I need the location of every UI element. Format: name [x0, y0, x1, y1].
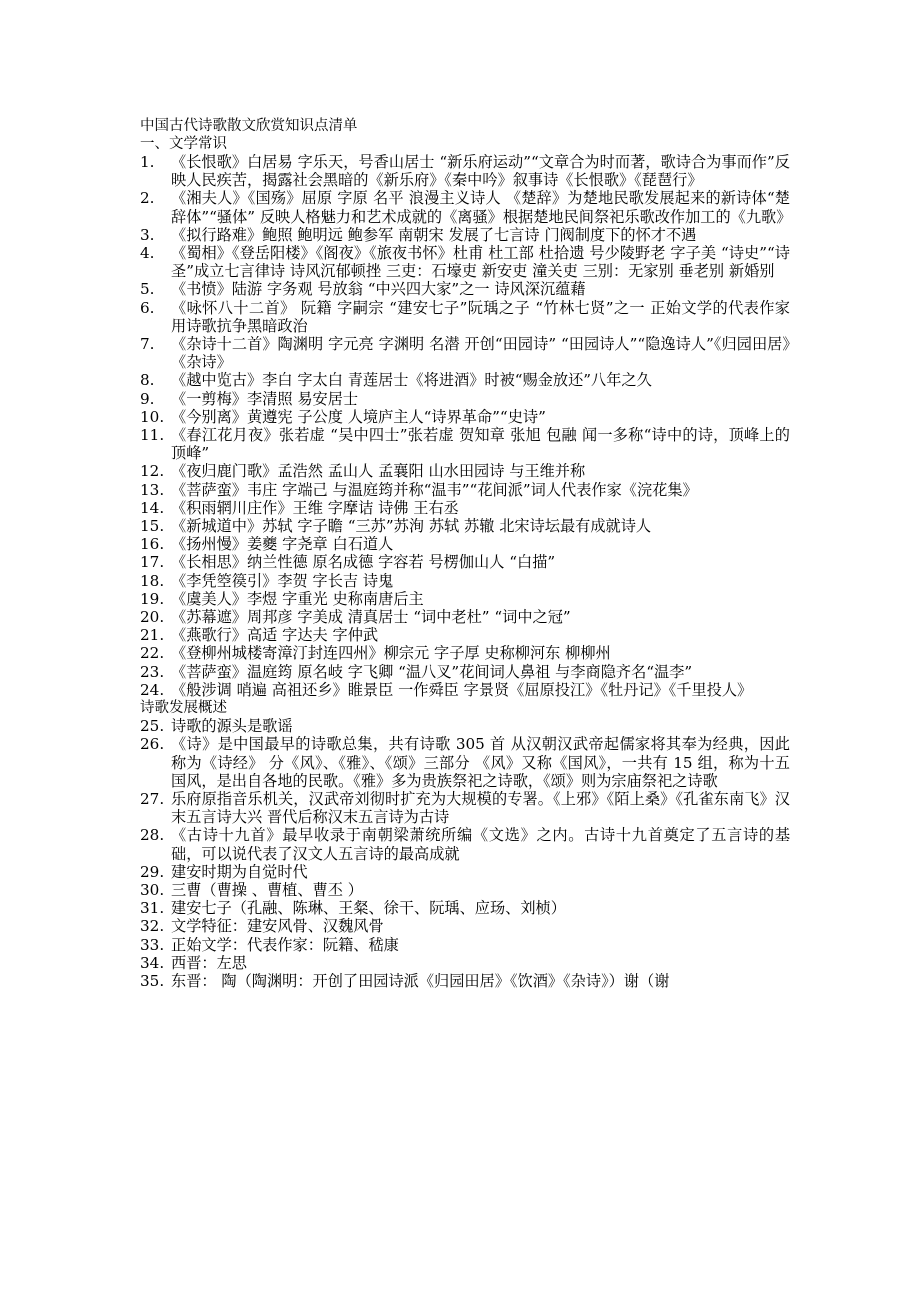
- list-item: [140, 244, 790, 280]
- section-heading-literary-knowledge: 一、文学常识: [140, 136, 227, 152]
- list-item: [140, 881, 790, 899]
- list-item-text: 《李凭箜篌引》李贺 字长吉 诗鬼: [171, 571, 394, 590]
- list-item-number: 22.: [140, 644, 165, 663]
- list-item-number: 9.: [140, 389, 155, 408]
- list-item: [140, 608, 790, 626]
- list-item: [140, 408, 790, 426]
- list-item-text: 《古诗十九首》最早收录于南朝梁萧统所编《文选》之内。古诗十九首奠定了五言诗的基础，可以说代表了汉文人五言诗的最高成就: [171, 826, 790, 863]
- list-item-text: 《今别离》黄遵宪 子公度 人境庐主人“诗界革命”“史诗”: [171, 407, 546, 426]
- list-item-text: 《苏幕遮》周邦彦 字美成 清真居士 “词中老杜” “词中之冠”: [171, 608, 571, 627]
- list-item: [140, 681, 790, 699]
- list-item: [140, 826, 790, 862]
- list-item: [140, 790, 790, 826]
- list-item-number: 20.: [140, 608, 165, 627]
- list-item-number: 3.: [140, 225, 155, 244]
- list-item-text: 《燕歌行》高适 字达夫 字仲武: [171, 626, 379, 645]
- list-item-number: 32.: [140, 917, 165, 936]
- list-item: [140, 499, 790, 517]
- list-item-text: 《越中览古》李白 字太白 青莲居士《将进酒》时被“赐金放还”八年之久: [171, 371, 652, 390]
- list-item: [140, 481, 790, 499]
- list-item-text: 建安七子（孔融、陈琳、王粲、徐干、阮瑀、应玚、刘桢）: [171, 899, 566, 918]
- list-item-text: 《长恨歌》白居易 字乐天，号香山居士 “新乐府运动”“文章合为时而著，歌诗合为事而作”反映人民疾苦，揭露社会黑暗的《新乐府》《秦中吟》叙事诗《长恨歌》《琵琶行》: [171, 153, 790, 190]
- list-item-text: 建安时期为自觉时代: [171, 862, 308, 881]
- list-item: [140, 553, 790, 571]
- list-item: [140, 954, 790, 972]
- list-item-number: 13.: [140, 480, 165, 499]
- list-item: [140, 226, 790, 244]
- list-item-text: 三曹（曹操 、曹植、曹丕 ）: [171, 880, 363, 899]
- list-item-text: 西晋：左思: [171, 953, 247, 972]
- list-item: [140, 626, 790, 644]
- list-item: [140, 535, 790, 553]
- list-item-text: 正始文学：代表作家：阮籍、嵇康: [171, 935, 399, 954]
- list-item-number: 14.: [140, 498, 165, 517]
- list-item-text: 《湘夫人》《国殇》屈原 字原 名平 浪漫主义诗人 《楚辞》为楚地民歌发展起来的新诗体“楚辞体”“骚体” 反映人格魅力和艺术成就的《离骚》根据楚地民间祭祀乐歌改作加工的《九歌》: [171, 189, 792, 226]
- list-item-text: 《书愤》陆游 字务观 号放翁 “中兴四大家”之一 诗风深沉蕴藉: [171, 280, 586, 299]
- list-item-number: 29.: [140, 862, 165, 881]
- document-title: 中国古代诗歌散文欣赏知识点清单: [140, 118, 358, 134]
- list-item-text: 《扬州慢》姜夔 字尧章 白石道人: [171, 535, 394, 554]
- list-item-text: 《菩萨蛮》韦庄 字端己 与温庭筠并称“温韦”“花间派”词人代表作家《浣花集》: [171, 480, 698, 499]
- list-item-number: 7.: [140, 335, 155, 354]
- list-item-number: 28.: [140, 826, 165, 845]
- list-item-text: 《长相思》纳兰性德 原名成德 字容若 号楞伽山人 “白描”: [171, 553, 556, 572]
- list-item-text: 《虞美人》李煜 字重光 史称南唐后主: [171, 589, 424, 608]
- list-item: [140, 517, 790, 535]
- list-item-text: 《春江花月夜》张若虚 “吴中四士”张若虚 贺知章 张旭 包融 闻一多称“诗中的诗，顶峰上的顶峰”: [171, 426, 790, 463]
- list-item-text: 《般涉调 哨遍 高祖还乡》睢景臣 一作舜臣 字景贤《屈原投江》《牡丹记》《千里投人》: [171, 680, 753, 699]
- list-item: [140, 462, 790, 480]
- list-item-number: 25.: [140, 717, 165, 736]
- section-heading-poetry-overview: 诗歌发展概述: [140, 700, 227, 717]
- list-item-number: 21.: [140, 626, 165, 645]
- list-item-number: 33.: [140, 935, 165, 954]
- list-item-number: 6.: [140, 298, 155, 317]
- list-item-text: 《新城道中》苏轼 字子瞻 “三苏”苏洵 苏轼 苏辙 北宋诗坛最有成就诗人: [171, 517, 652, 536]
- list-item: [140, 572, 790, 590]
- list-item-number: 19.: [140, 589, 165, 608]
- list-item: [140, 426, 790, 462]
- list-item: [140, 299, 790, 335]
- list-item-number: 17.: [140, 553, 165, 572]
- list-item-text: 《拟行路难》鲍照 鲍明远 鲍参军 南朝宋 发展了七言诗 门阀制度下的怀才不遇: [171, 225, 697, 244]
- list-item: [140, 590, 790, 608]
- list-item-number: 34.: [140, 953, 165, 972]
- list-item-number: 5.: [140, 280, 155, 299]
- list-item: [140, 735, 790, 790]
- list-item-text: 乐府原指音乐机关，汉武帝刘彻时扩充为大规模的专署。《上邪》《陌上桑》《孔雀东南飞》汉末五言诗大兴 晋代后称汉末五言诗为古诗: [171, 789, 790, 827]
- list-item-number: 30.: [140, 880, 165, 899]
- list-item-text: 《登柳州城楼寄漳汀封连四州》柳宗元 字子厚 史称柳河东 柳柳州: [171, 644, 611, 663]
- list-item-number: 12.: [140, 462, 165, 481]
- list-item-number: 4.: [140, 244, 155, 263]
- list-item-text: 《咏怀八十二首》 阮籍 字嗣宗 “建安七子”阮瑀之子 “竹林七贤”之一 正始文学的代表作家 用诗歌抗争黑暗政治: [171, 298, 790, 335]
- list-item: [140, 153, 790, 189]
- list-item: [140, 280, 790, 298]
- list-item-text: 《积雨辋川庄作》王维 字摩诘 诗佛 王右丞: [171, 498, 459, 517]
- list-item-number: 15.: [140, 517, 165, 536]
- literary-knowledge-list: [140, 153, 790, 699]
- list-item: [140, 371, 790, 389]
- list-item-number: 24.: [140, 680, 165, 699]
- list-item: [140, 863, 790, 881]
- list-item-text: 《夜归鹿门歌》孟浩然 孟山人 孟襄阳 山水田园诗 与王维并称: [171, 462, 586, 481]
- list-item: [140, 335, 790, 371]
- list-item-text: 《菩萨蛮》温庭筠 原名岐 字飞卿 “温八叉”花间词人鼻祖 与李商隐齐名“温李”: [171, 662, 693, 681]
- list-item: [140, 189, 790, 225]
- list-item-text: 《杂诗十二首》陶渊明 字元亮 字渊明 名潜 开创“田园诗” “田园诗人”“隐逸诗人”《归园田居》《杂诗》: [171, 335, 790, 372]
- list-item-text: 文学特征：建安风骨、汉魏风骨: [171, 917, 384, 936]
- list-item: [140, 644, 790, 662]
- list-item-number: 31.: [140, 899, 165, 918]
- list-item-text: 东晋： 陶（陶渊明：开创了田园诗派《归园田居》《饮酒》《杂诗》）谢（谢: [171, 971, 670, 990]
- list-item-number: 10.: [140, 407, 165, 426]
- list-item: [140, 899, 790, 917]
- list-item-number: 1.: [140, 153, 155, 171]
- list-item-text: 《诗》是中国最早的诗歌总集，共有诗歌 305 首 从汉朝汉武帝起儒家将其奉为经典，因此称为《诗经》 分《风》、《雅》、《颂》三部分 《风》又称《国风》，一共有 15 组，称为十五国风，是出自各地的民歌。《雅》多为贵族祭祀之诗歌，《颂》则为宗庙祭祀之诗歌: [171, 735, 790, 790]
- document-page: [140, 117, 790, 990]
- list-item: [140, 663, 790, 681]
- list-item: [140, 917, 790, 935]
- list-item-number: 35.: [140, 971, 165, 990]
- list-item-number: 23.: [140, 662, 165, 681]
- list-item-text: 《一剪梅》李清照 易安居士: [171, 389, 359, 408]
- list-item-number: 27.: [140, 789, 165, 808]
- list-item-number: 8.: [140, 371, 155, 390]
- list-item-number: 2.: [140, 189, 155, 208]
- list-item-number: 26.: [140, 735, 165, 754]
- list-item-number: 18.: [140, 571, 165, 590]
- list-item: [140, 390, 790, 408]
- list-item-text: 诗歌的源头是歌谣: [171, 717, 293, 736]
- list-item-text: 《蜀相》《登岳阳楼》《阁夜》《旅夜书怀》杜甫 杜工部 杜拾遗 号少陵野老 字子美 “诗史”“诗圣”成立七言律诗 诗风沉郁顿挫 三吏：石壕吏 新安吏 潼关吏 三别：无家别 垂老别 新婚别: [171, 244, 790, 281]
- list-item-number: 11.: [140, 426, 165, 445]
- list-item-number: 16.: [140, 535, 165, 554]
- poetry-overview-list: [140, 717, 790, 990]
- list-item: [140, 972, 790, 990]
- list-item: [140, 717, 790, 735]
- list-item: [140, 936, 790, 954]
